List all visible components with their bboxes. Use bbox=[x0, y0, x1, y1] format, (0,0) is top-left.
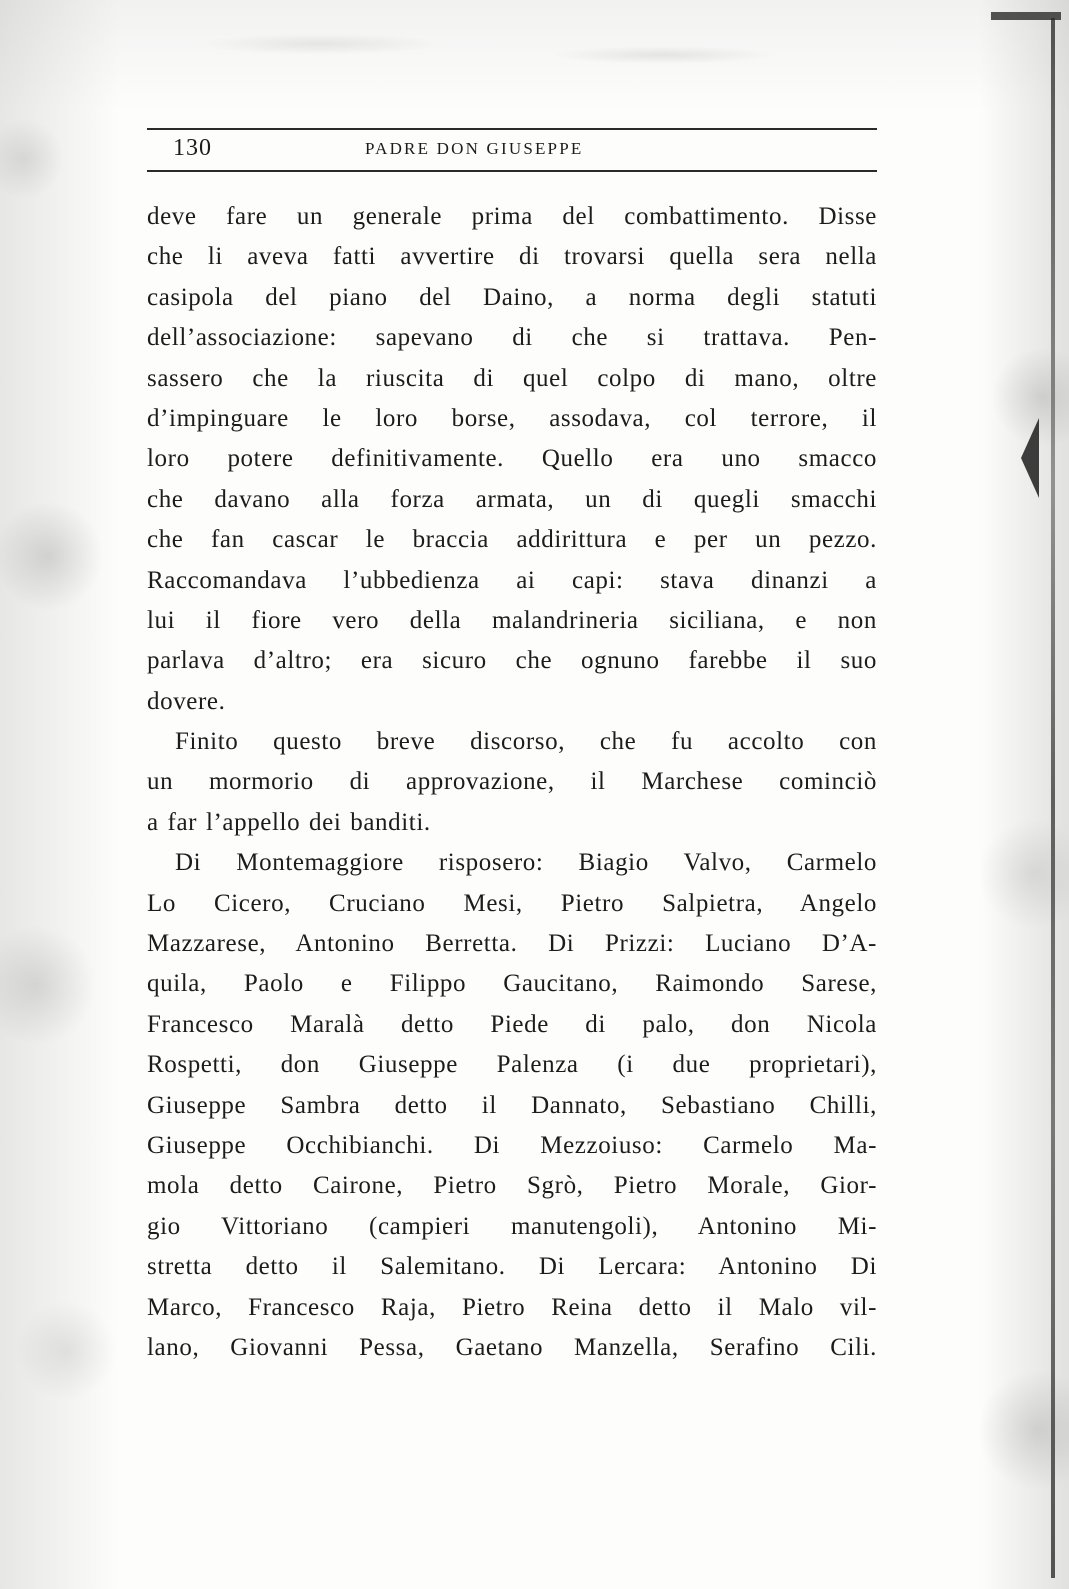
scan-noise-top bbox=[0, 0, 1069, 110]
text-line: un mormorio di approvazione, il Marchese cominciò bbox=[147, 768, 877, 796]
text-line: sassero che la riuscita di quel colpo di mano, oltre bbox=[147, 364, 877, 392]
text-line: che li aveva fatti avvertire di trovarsi quella sera nella bbox=[147, 243, 877, 271]
text-line: deve fare un generale prima del combattimento. Disse bbox=[147, 203, 877, 230]
binding-notch bbox=[1021, 418, 1039, 498]
text-line: lano, Giovanni Pessa, Gaetano Manzella, Serafino Cili. bbox=[147, 1333, 877, 1361]
text-line: Marco, Francesco Raja, Pietro Reina detto il Malo vil- bbox=[147, 1293, 877, 1321]
text-line: che davano alla forza armata, un di quegli smacchi bbox=[147, 485, 877, 513]
page-number: 130 bbox=[173, 135, 212, 161]
header-rule-top bbox=[147, 128, 877, 130]
text-line: d’impinguare le loro borse, assodava, col terrore, il bbox=[147, 404, 877, 432]
running-title: PADRE DON GIUSEPPE bbox=[365, 139, 584, 158]
text-line: mola detto Cairone, Pietro Sgrò, Pietro Morale, Gior- bbox=[147, 1172, 877, 1200]
text-line: casipola del piano del Daino, a norma degli statuti bbox=[147, 283, 877, 311]
text-line: Lo Cicero, Cruciano Mesi, Pietro Salpietra, Angelo bbox=[147, 889, 877, 917]
text-line: Finito questo breve discorso, che fu accolto con bbox=[175, 728, 877, 756]
text-line: Mazzarese, Antonino Berretta. Di Prizzi: Luciano D’A- bbox=[147, 930, 877, 958]
body-text bbox=[147, 197, 877, 1368]
scan-noise-left bbox=[0, 0, 120, 1589]
binding-edge bbox=[1051, 18, 1055, 1578]
text-line: Rospetti, don Giuseppe Palenza (i due proprietari), bbox=[147, 1051, 877, 1079]
text-line: stretta detto il Salemitano. Di Lercara: Antonino Di bbox=[147, 1253, 877, 1281]
text-line: quila, Paolo e Filippo Gaucitano, Raimondo Sarese, bbox=[147, 970, 877, 998]
text-line: che fan cascar le braccia addirittura e per un pezzo. bbox=[147, 526, 877, 554]
text-line: Di Montemaggiore risposero: Biagio Valvo, Carmelo bbox=[175, 849, 877, 877]
text-line: Giuseppe Occhibianchi. Di Mezzoiuso: Carmelo Ma- bbox=[147, 1131, 877, 1159]
text-line: Raccomandava l’ubbedienza ai capi: stava dinanzi a bbox=[147, 566, 877, 594]
text-line: Francesco Maralà detto Piede di palo, don Nicola bbox=[147, 1010, 877, 1038]
text-line: dell’associazione: sapevano di che si trattava. Pen- bbox=[147, 324, 877, 352]
text-line: a far l’appello dei banditi. bbox=[147, 808, 431, 836]
text-line: Giuseppe Sambra detto il Dannato, Sebastiano Chilli, bbox=[147, 1091, 877, 1119]
running-head bbox=[147, 128, 877, 168]
header-rule-bottom bbox=[147, 170, 877, 172]
corner-mark bbox=[991, 12, 1061, 20]
text-line: parlava d’altro; era sicuro che ognuno farebbe il suo bbox=[147, 647, 877, 675]
text-line: lui il fiore vero della malandrineria siciliana, e non bbox=[147, 606, 877, 634]
text-line: dovere. bbox=[147, 687, 226, 715]
text-line: loro potere definitivamente. Quello era uno smacco bbox=[147, 445, 877, 473]
scan-noise-right bbox=[979, 0, 1069, 1589]
text-line: gio Vittoriano (campieri manutengoli), Antonino Mi- bbox=[147, 1212, 877, 1240]
